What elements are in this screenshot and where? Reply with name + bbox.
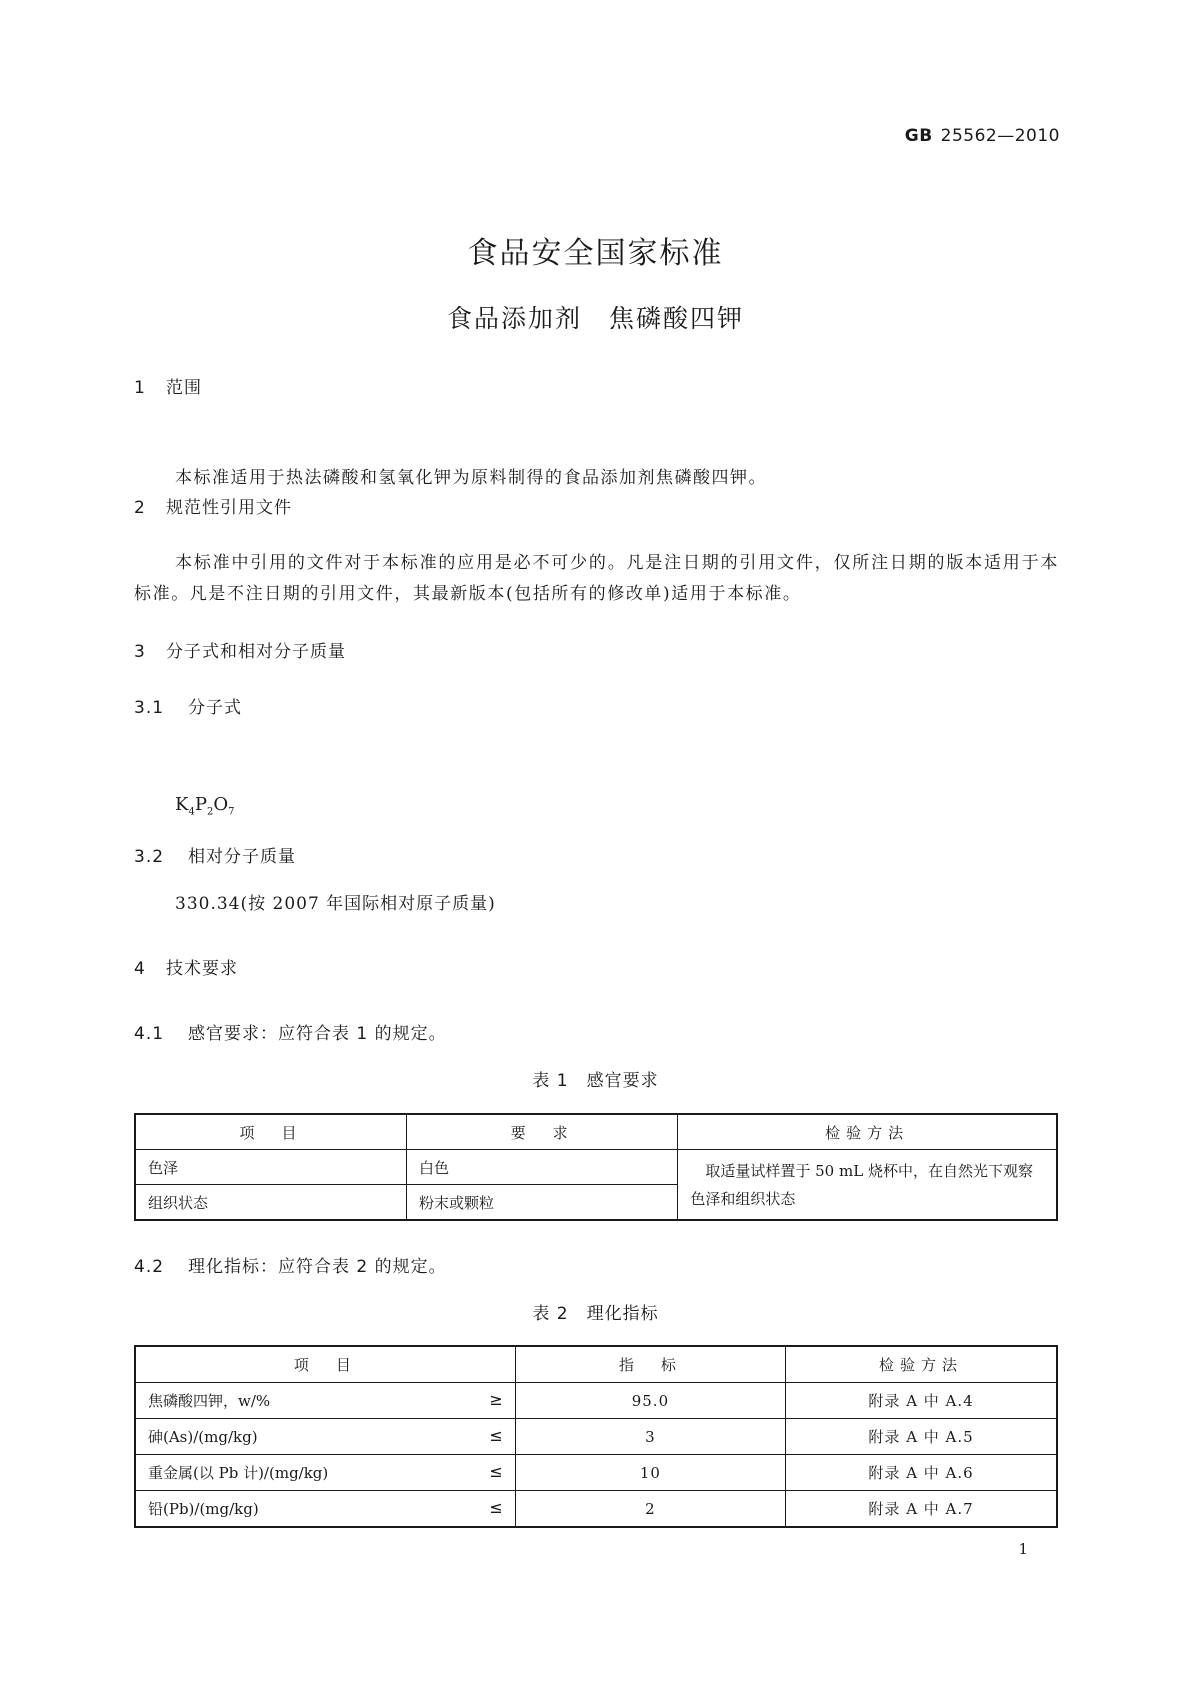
section-3-1-heading [134, 693, 242, 718]
table-2-caption: 表 2 理化指标 [532, 1304, 659, 1324]
column-header: 检验方法 [786, 1346, 1057, 1383]
comparison-symbol: ≥ [489, 1390, 503, 1409]
section-number: 2 [134, 498, 146, 518]
section-number: 3 [134, 642, 146, 662]
section-title: 相对分子质量 [188, 847, 296, 867]
section-title: 技术要求 [166, 959, 238, 979]
item-label: 砷(As)/(mg/kg) [148, 1428, 258, 1446]
comparison-symbol: ≤ [489, 1462, 503, 1481]
standard-code: 25562—2010 [940, 126, 1060, 146]
table-cell-requirement: 白色 [406, 1150, 677, 1185]
column-header: 检验方法 [678, 1114, 1057, 1150]
table-cell-item [135, 1491, 515, 1528]
table-cell-value: 3 [515, 1419, 785, 1455]
section-number: 1 [134, 378, 146, 398]
section-2-heading [134, 493, 292, 518]
physicochemical-indicators-table [134, 1345, 1058, 1528]
column-header: 项 目 [135, 1346, 515, 1383]
section-title: 感官要求：应符合表 1 的规定。 [188, 1024, 447, 1044]
column-header: 项 目 [135, 1114, 406, 1150]
section-title: 规范性引用文件 [166, 498, 292, 518]
table-row [135, 1150, 1057, 1185]
formula-element: P [194, 794, 207, 815]
table-cell-requirement: 粉末或颗粒 [406, 1185, 677, 1221]
item-label: 铅(Pb)/(mg/kg) [148, 1500, 259, 1518]
section-number: 3.1 [134, 698, 165, 718]
formula-element: O [213, 794, 229, 815]
molecular-formula [175, 794, 234, 818]
section-3-2-heading [134, 842, 296, 867]
table-cell-item: 色泽 [135, 1150, 406, 1185]
table-cell-value: 95.0 [515, 1383, 785, 1419]
table-cell-method: 取适量试样置于 50 mL 烧杯中，在自然光下观察色泽和组织状态 [678, 1150, 1057, 1221]
section-2-text: 本标准中引用的文件对于本标准的应用是必不可少的。凡是注日期的引用文件，仅所注日期的版本适用于本标准。凡是不注日期的引用文件，其最新版本(包括所有的修改单)适用于本标准。 [134, 553, 1059, 604]
table-cell-item [135, 1455, 515, 1491]
table-cell-value: 2 [515, 1491, 785, 1528]
table-header-row [135, 1114, 1057, 1150]
page-number: 1 [1018, 1540, 1028, 1558]
formula-element: K [175, 794, 189, 815]
document-subtitle: 食品添加剂 焦磷酸四钾 [446, 304, 744, 333]
document-title: 食品安全国家标准 [467, 236, 724, 271]
formula-subscript: 4 [188, 806, 195, 818]
column-header: 要 求 [406, 1114, 677, 1150]
section-number: 4 [134, 959, 146, 979]
column-header: 指 标 [515, 1346, 785, 1383]
table-cell-value: 10 [515, 1455, 785, 1491]
table-row [135, 1455, 1057, 1491]
table-row [135, 1419, 1057, 1455]
table-row [135, 1491, 1057, 1528]
section-title: 分子式和相对分子质量 [166, 642, 346, 662]
section-number: 4.2 [134, 1257, 165, 1277]
section-3-heading [134, 637, 346, 662]
section-title: 理化指标：应符合表 2 的规定。 [188, 1257, 447, 1277]
comparison-symbol: ≤ [489, 1426, 503, 1445]
section-number: 3.2 [134, 847, 165, 867]
section-title: 范围 [166, 378, 202, 398]
standard-prefix: GB [904, 126, 933, 146]
table-1-caption: 表 1 感官要求 [532, 1071, 659, 1091]
standard-number [905, 126, 1060, 146]
item-label: 重金属(以 Pb 计)/(mg/kg) [148, 1464, 329, 1482]
section-title: 分子式 [188, 698, 242, 718]
table-row [135, 1383, 1057, 1419]
formula-subscript: 2 [206, 806, 214, 818]
relative-molecular-mass: 330.34(按 2007 年国际相对原子质量) [175, 894, 496, 914]
item-label: 焦磷酸四钾，w/% [148, 1392, 271, 1410]
table-cell-item [135, 1419, 515, 1455]
sensory-requirements-table [134, 1113, 1058, 1221]
comparison-symbol: ≤ [489, 1498, 503, 1517]
table-cell-method: 附录 A 中 A.7 [786, 1491, 1057, 1528]
section-4-2-heading [134, 1252, 447, 1277]
section-4-heading [134, 954, 238, 979]
table-cell-method: 附录 A 中 A.4 [786, 1383, 1057, 1419]
section-1-text: 本标准适用于热法磷酸和氢氧化钾为原料制得的食品添加剂焦磷酸四钾。 [175, 468, 767, 488]
section-number: 4.1 [134, 1024, 165, 1044]
table-cell-method: 附录 A 中 A.5 [786, 1419, 1057, 1455]
table-cell-method: 附录 A 中 A.6 [786, 1455, 1057, 1491]
section-4-1-heading [134, 1019, 447, 1044]
table-cell-item [135, 1383, 515, 1419]
table-header-row [135, 1346, 1057, 1383]
formula-subscript: 7 [228, 806, 235, 818]
table-cell-item: 组织状态 [135, 1185, 406, 1221]
section-1-heading [134, 373, 202, 398]
